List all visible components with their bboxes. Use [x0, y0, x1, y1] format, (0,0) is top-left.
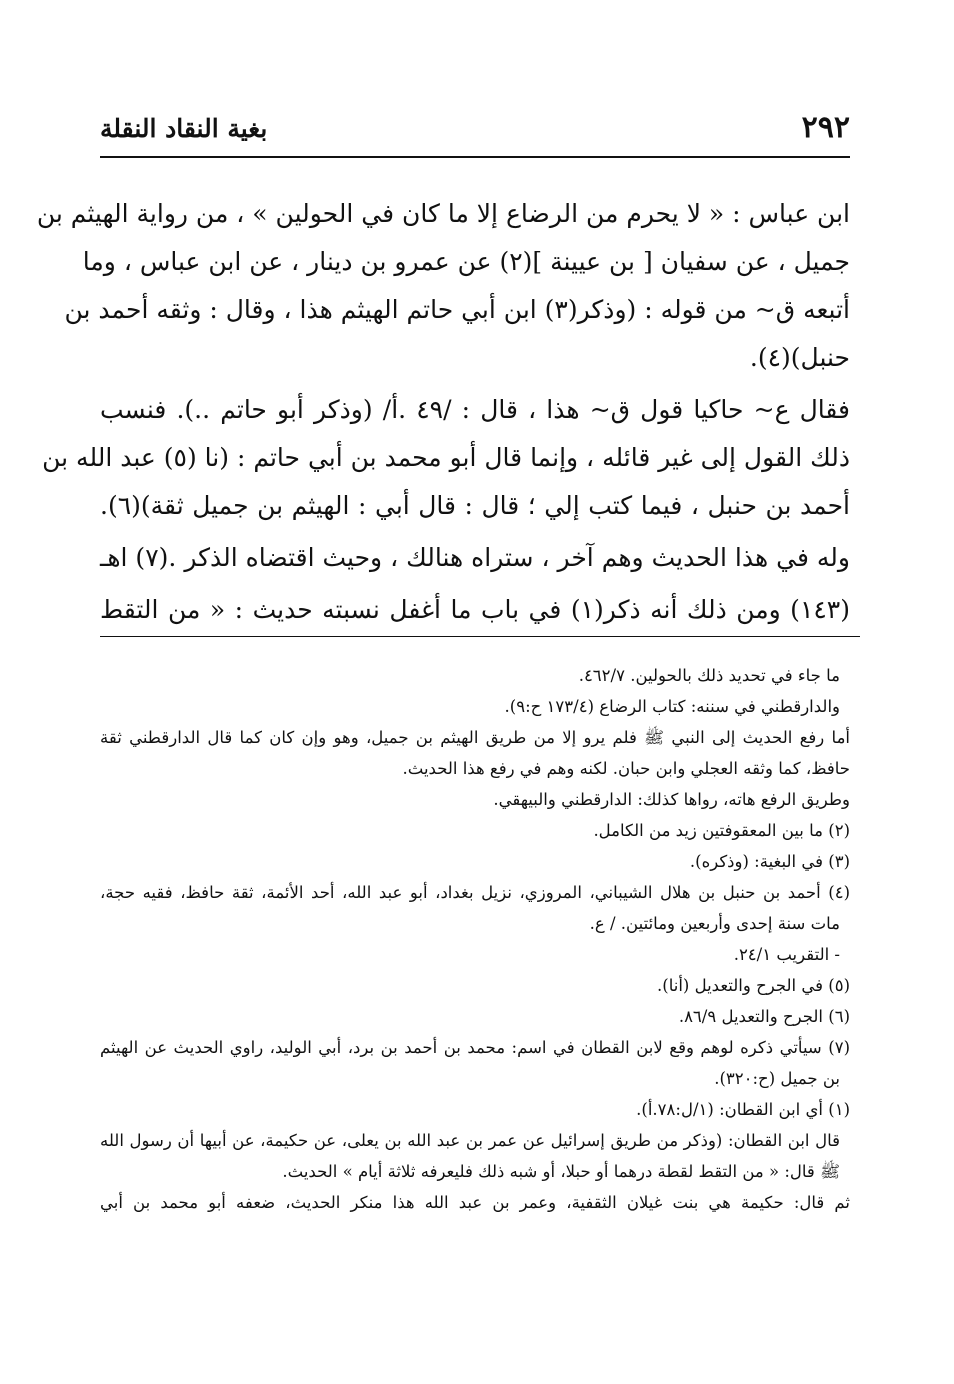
footnote-line: ثم قال: حكيمة هي بنت غيلان الثقفية، وعمر بن عبد الله هذا منكر الحديث، ضعفه أبو محمد بن أبي [100, 1193, 850, 1212]
text-line: حنبل)(٤). [749, 343, 850, 372]
footnote-line: (٥) في الجرح والتعديل (أنا). [657, 976, 850, 995]
footnote-line: (٢) ما بين المعقوفتين زيد من الكامل. [593, 821, 850, 840]
footnote-line: قال ابن القطان: (وذكر من طريق إسرائيل عن عمر بن عبد الله بن يعلى، عن حكيمة، عن أبيها أن رسول الله [100, 1131, 840, 1150]
footnote-line: حافظ، كما وثقه العجلي وابن حبان. لكنه وهم في رفع هذا الحديث. [402, 759, 850, 778]
page-number: ٢٩٢ [801, 110, 850, 145]
footnote-line: (٤) أحمد بن حنبل بن هلال الشيباني، المروزي، نزيل بغداد، أبو عبد الله، أحد الأئمة، ثقة حافظ، فقيه حجة، [100, 883, 850, 902]
footnote-line: ما جاء في تحديد ذلك بالحولين. ٤٦٢/٧. [578, 666, 840, 685]
text-line: فقال ع~ حاكيا قول ق~ هذا ، قال : /٤٩ .أ/ (وذكر أبو حاتم ..). فنسب [100, 395, 850, 424]
text-line: وله في هذا الحديث وهم آخر ، ستراه هنالك ، وحيث اقتضاه الذكر .(٧) اهـ [100, 543, 850, 572]
footnotes [100, 660, 850, 1218]
text-line: أتبعه ق~ من قوله : (وذكر(٣) ابن أبي حاتم الهيثم هذا ، وقال : وثقه أحمد بن [64, 295, 850, 324]
text-line: جميل ، عن سفيان [ بن عيينة ](٢) عن عمرو بن دينار ، عن ابن عباس ، وما [82, 247, 850, 276]
footnote-line: ﷺ قال: « من التقط لقطة درهما أو حبلا، أو شبه ذلك فليعرفه ثلاثة أيام » الحديث. [282, 1162, 840, 1181]
footnote-line: أما رفع الحديث إلى النبي ﷺ فلم يرو إلا من طريق الهيثم بن جميل، وهو وإن كان كما قال الدارقطني ثقة [100, 728, 850, 747]
footnote-line: وطريق الرفع هاته، رواها كذلك: الدارقطني والبيهقي. [493, 790, 850, 809]
text-line: أحمد بن حنبل ، فيما كتب إلي ؛ قال : قال أبي : الهيثم بن جميل ثقة)(٦). [100, 491, 850, 520]
footnote-line: (٧) سيأتي ذكره لوهم وقع لابن القطان في اسم: محمد بن أحمد بن برد، أبي الوليد، راوي الحديث عن الهيثم [100, 1038, 850, 1057]
footnote-line: (٦) الجرح والتعديل ٨٦/٩. [678, 1007, 850, 1026]
footnote-line: بن جميل (ح:٣٢٠). [714, 1069, 840, 1088]
main-text [36, 190, 850, 634]
footnote-line: (٣) في البغية: (وذكره). [689, 852, 850, 871]
footnote-line: - التقريب ٢٤/١. [733, 945, 840, 964]
text-line: (١٤٣) ومن ذلك أنه ذكر(١) في باب ما أغفل نسبته حديث : « من التقط [100, 595, 850, 624]
footnote-separator [100, 636, 860, 637]
text-line: ابن عباس : « لا يحرم من الرضاع إلا ما كان في الحولين » ، من رواية الهيثم بن [36, 199, 850, 228]
footnote-line: (١) أي ابن القطان: (١/ل:٧٨.أ). [636, 1100, 850, 1119]
text-line: ذلك القول إلى غير قائله ، وإنما قال أبو محمد بن أبي حاتم : (نا (٥) عبد الله بن [42, 443, 850, 472]
page-header [100, 108, 850, 158]
book-title: بغية النقاد النقلة [100, 114, 268, 143]
footnote-line: والدارقطني في سننه: كتاب الرضاع (١٧٣/٤ ح:٩). [504, 697, 840, 716]
footnote-line: مات سنة إحدى وأربعين ومائتين. / ع. [589, 914, 840, 933]
